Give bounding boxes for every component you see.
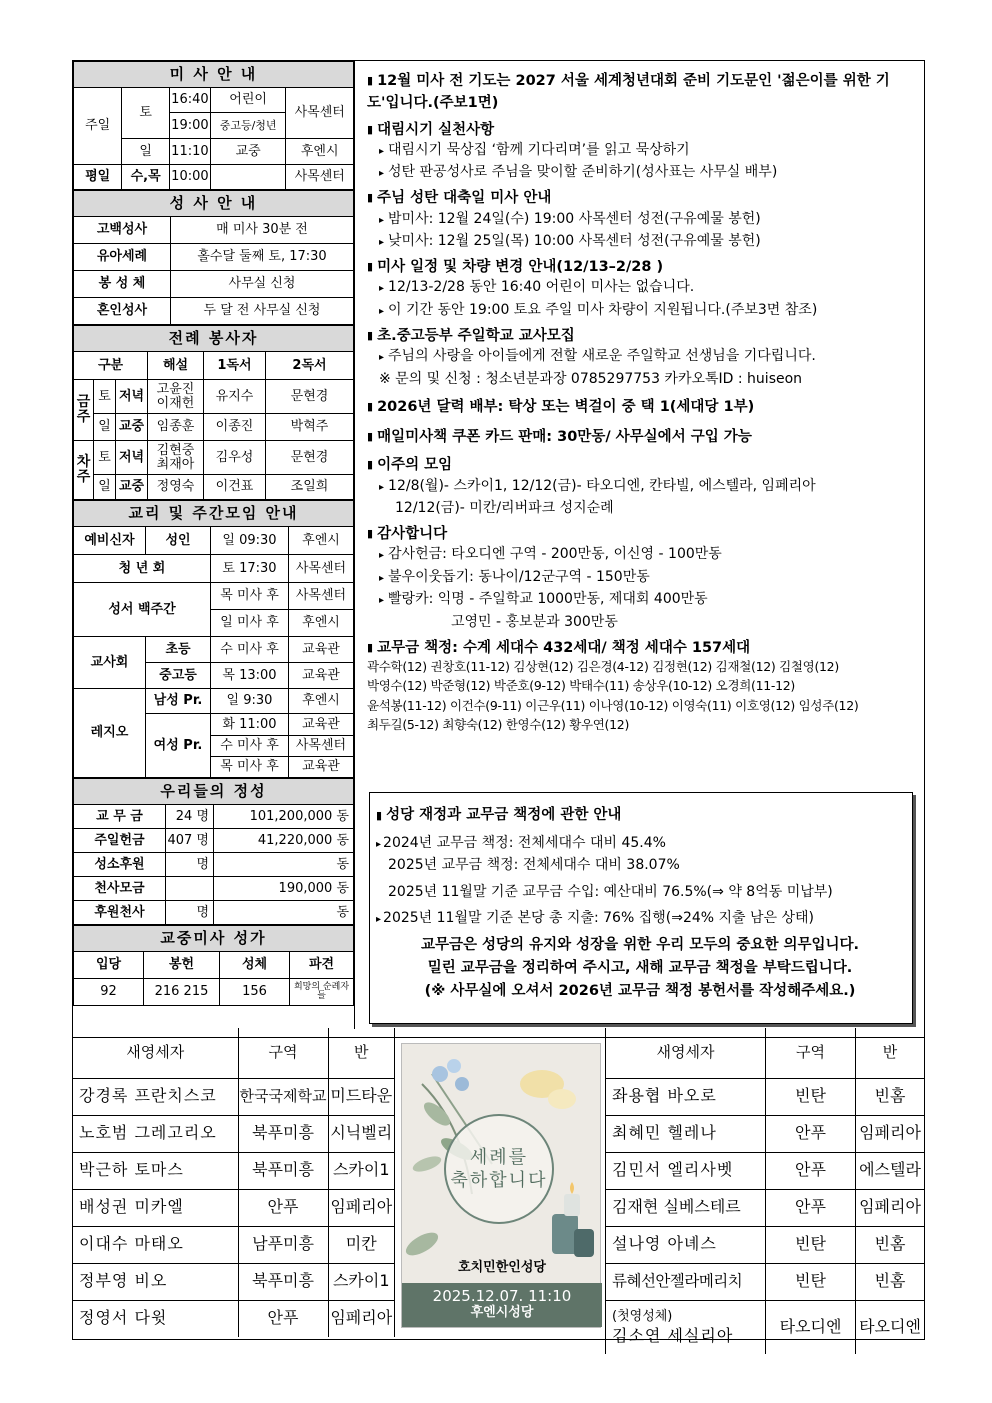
baptized-area: 빈탄	[766, 1263, 856, 1300]
liturgy-day: 일	[94, 414, 116, 441]
notice-item: ▸ 12/8(월)- 스카이1, 12/12(금)- 타오디엔, 칸타빌, 에스텔라, 임페리아	[367, 475, 920, 497]
sacrament-label: 봉 성 체	[74, 271, 171, 298]
notice-title: ▮ 주님 성탄 대축일 미사 안내	[367, 189, 920, 207]
teachers-label: 교사회	[74, 637, 146, 689]
baptized-class: 빈홈	[856, 1263, 925, 1300]
doctrine-title: 교리 및 주간모임 안내	[74, 501, 354, 527]
baptized-class: 스카이1	[328, 1152, 395, 1189]
notice-item: ▸ 낮미사: 12월 25일(목) 10:00 사목센터 성전(구유예물 봉헌)	[367, 230, 920, 252]
legio-place: 교육관	[289, 714, 354, 736]
mass-target: 어린이	[210, 88, 286, 113]
baptized-area: 빈탄	[766, 1078, 856, 1115]
hymn-value: 92	[74, 979, 144, 1006]
baptized-header: 새영세자	[73, 1028, 238, 1078]
notice-title: ▮ 2026년 달력 배부: 탁상 또는 벽걸이 중 택 1(세대당 1부)	[367, 398, 920, 416]
offering-amount: 101,200,000 동	[214, 805, 354, 829]
legio-place: 후엔시	[289, 689, 354, 714]
baptized-name: 노호범 그레고리오	[73, 1115, 238, 1152]
finance-closing: 밀린 교무금을 정리하여 주시고, 새해 교무금 책정을 부탁드립니다.	[427, 959, 853, 976]
notice-item: ▸ 밤미사: 12월 24일(수) 19:00 사목센터 성전(구유예물 봉헌)	[367, 208, 920, 230]
mass-day: 수,목	[122, 165, 170, 190]
notice-item: ▸ 성탄 판공성사로 주님을 맞이할 준비하기(성사표는 사무실 배부)	[367, 161, 920, 183]
baptism-congrats-card	[401, 1043, 601, 1328]
mass-day: 토	[122, 88, 170, 139]
baptized-area: 북푸미흥	[238, 1152, 328, 1189]
liturgy-reader1: 유지수	[204, 380, 266, 414]
baptized-area: 빈탄	[766, 1226, 856, 1263]
bible-place: 후엔시	[289, 610, 354, 637]
sacrament-value: 홀수달 둘째 토, 17:30	[171, 244, 354, 271]
offering-label: 성소후원	[74, 853, 166, 877]
baptized-class: 빈홈	[856, 1078, 925, 1115]
notice-title: ▮ 매일미사책 쿠폰 카드 판매: 30만동/ 사무실에서 구입 가능	[367, 428, 920, 446]
baptized-area: 안푸	[766, 1115, 856, 1152]
hymn-header: 봉헌	[144, 952, 220, 979]
mass-day: 일	[122, 139, 170, 165]
mass-time: 19:00	[169, 113, 210, 139]
offering-count: 명	[166, 853, 214, 877]
mass-place: 후엔시	[286, 139, 354, 165]
notices-column	[357, 61, 924, 735]
offering-count	[166, 877, 214, 901]
baptized-name: 류혜선안젤라메리치	[606, 1263, 766, 1300]
liturgy-reader2: 문현경	[266, 380, 354, 414]
teachers-place: 교육관	[289, 637, 354, 663]
notice-item: ▸ 감사헌금: 타오디엔 구역 - 200만동, 이신영 - 100만동	[367, 543, 920, 565]
youth-label: 청 년 회	[74, 555, 211, 583]
finance-notice-box	[369, 792, 913, 1024]
offering-count: 명	[166, 901, 214, 925]
offering-count: 407 명	[166, 829, 214, 853]
first-communion-cell	[606, 1300, 766, 1354]
liturgy-commentator: 김현중 최재아	[148, 441, 204, 475]
baptized-class: 임페리아	[856, 1115, 925, 1152]
legio-time: 일 9:30	[211, 689, 289, 714]
card-place: 후엔시성당	[470, 1304, 534, 1320]
offering-amount: 동	[214, 853, 354, 877]
baptized-class: 시닉벨리	[328, 1115, 395, 1152]
finance-line: ▸ 2025년 11월말 기준 본당 총 지출: 76% 집행(⇒24% 지출 남은 상태)	[376, 907, 904, 929]
card-date: 2025.12.07. 11:10	[432, 1287, 572, 1305]
new-baptized-table-left	[73, 1028, 395, 1337]
bulletin-page	[72, 60, 925, 1038]
baptized-header: 새영세자	[606, 1028, 766, 1078]
liturgy-header: 해설	[148, 352, 204, 380]
legio-label: 레지오	[74, 689, 146, 778]
mass-title: 미 사 안 내	[74, 62, 354, 88]
congrats-badge	[444, 1114, 554, 1224]
teachers-sub: 초등	[146, 637, 211, 663]
legio-time: 수 미사 후	[211, 736, 289, 757]
finance-title: ▮ 성당 재정과 교무금 책정에 관한 안내	[376, 803, 904, 824]
baptized-name: 정부영 비오	[73, 1263, 238, 1300]
bible-label: 성서 백주간	[74, 583, 211, 637]
baptized-name: 좌용협 바오로	[606, 1078, 766, 1115]
liturgy-mass: 교중	[116, 475, 148, 500]
finance-line: 2025년 교무금 책정: 전체세대수 대비 38.07%	[388, 857, 680, 874]
finance-line: ▸ 2024년 교무금 책정: 전체세대수 대비 45.4%	[376, 832, 904, 854]
mass-group-weekday: 평일	[74, 165, 122, 190]
baptized-name: 강경록 프란치스코	[73, 1078, 238, 1115]
liturgy-commentator: 정영숙	[148, 475, 204, 500]
notice-title: ▮ 대림시기 실천사항	[367, 121, 920, 139]
mass-group-sunday: 주일	[74, 88, 122, 165]
sacrament-table	[73, 190, 354, 325]
legio-sub: 남성 Pr.	[146, 689, 211, 714]
donor-line: 박영수(12) 박준형(12) 박준호(9-12) 박태수(11) 송상우(10-12) 오경희(11-12)	[367, 678, 795, 694]
offering-label: 천사모금	[74, 877, 166, 901]
liturgy-header: 구분	[74, 352, 148, 380]
notice-title: ▮ 이주의 모임	[367, 456, 920, 474]
baptized-name: 김소연 세실리아	[612, 1326, 734, 1346]
liturgy-title: 전례 봉사자	[74, 326, 354, 352]
notice-title: ▮ 초.중고등부 주일학교 교사모집	[367, 327, 920, 345]
notice-title: ▮ 교무금 책정: 수계 세대수 432세대/ 책정 세대수 157세대	[367, 639, 920, 657]
legio-time: 화 11:00	[211, 714, 289, 736]
hymn-header: 입당	[74, 952, 144, 979]
mass-schedule-table	[73, 61, 354, 190]
hymn-title: 교중미사 성가	[74, 926, 354, 952]
notice-title: ▮ 미사 일정 및 차량 변경 안내(12/13–2/28 )	[367, 258, 920, 276]
baptism-section	[72, 1028, 925, 1346]
notice-item: ▸ 이 기간 동안 19:00 토요 주일 미사 차량이 지원됩니다.(주보3면 참조)	[367, 299, 920, 321]
baptized-area: 안푸	[766, 1189, 856, 1226]
hymn-header: 성체	[220, 952, 290, 979]
donor-line: 곽수학(12) 권창호(11-12) 김상현(12) 김은경(4-12) 김정현(12) 김재철(12) 김철영(12)	[367, 659, 839, 675]
mass-time: 10:00	[169, 165, 210, 190]
finance-line: 2025년 11월말 기준 교무금 수입: 예산대비 76.5%(⇒ 약 8억동 미납부)	[388, 883, 833, 900]
hymn-value: 156	[220, 979, 290, 1006]
baptized-name: 설나영 아녜스	[606, 1226, 766, 1263]
sacrament-label: 혼인성사	[74, 298, 171, 325]
liturgy-day: 일	[94, 475, 116, 500]
donor-line: 최두길(5-12) 최향숙(12) 한영수(12) 황우연(12)	[367, 717, 630, 733]
catechumen-place: 후엔시	[289, 527, 354, 555]
baptized-area: 안푸	[238, 1189, 328, 1226]
sacrament-label: 고백성사	[74, 217, 171, 244]
baptized-area: 타오디엔	[766, 1300, 856, 1354]
notice-item: ▸ 대림시기 묵상집 ‘함께 기다리며’를 읽고 묵상하기	[367, 139, 920, 161]
liturgy-commentator: 임종훈	[148, 414, 204, 441]
liturgy-reader1: 김우성	[204, 441, 266, 475]
notice-extra: 12/12(금)- 미칸/리버파크 성지순례	[395, 499, 614, 516]
catechumen-sub: 성인	[146, 527, 211, 555]
notice-item: ▸ 빨랑카: 익명 - 주일학교 1000만동, 제대회 400만동	[367, 588, 920, 610]
legio-sub: 여성 Pr.	[146, 714, 211, 778]
mass-place: 사목센터	[286, 165, 354, 190]
teachers-place: 교육관	[289, 663, 354, 689]
baptized-name: 정영서 다윗	[73, 1300, 238, 1337]
baptized-name: 김민서 엘리사벳	[606, 1152, 766, 1189]
baptized-class: 미칸	[328, 1226, 395, 1263]
finance-closing: (※ 사무실에 오셔서 2026년 교무금 책정 봉헌서를 작성해주세요.)	[424, 982, 856, 999]
left-column	[73, 61, 355, 1029]
next-week-label: 차주	[74, 441, 94, 500]
notice-item: ▸ 불우이웃돕기: 동나이/12군구역 - 150만동	[367, 566, 920, 588]
baptized-area: 안푸	[766, 1152, 856, 1189]
liturgy-table	[73, 325, 354, 500]
baptized-name: 배성권 미카엘	[73, 1189, 238, 1226]
teachers-sub: 중고등	[146, 663, 211, 689]
offering-label: 주일헌금	[74, 829, 166, 853]
mass-target: 교중	[210, 139, 286, 165]
liturgy-commentator: 고윤진 이재헌	[148, 380, 204, 414]
offering-label: 후원천사	[74, 901, 166, 925]
liturgy-reader2: 박혁주	[266, 414, 354, 441]
offering-table	[73, 778, 354, 925]
baptized-class: 임페리아	[328, 1300, 395, 1337]
baptized-area: 남푸미흥	[238, 1226, 328, 1263]
offering-amount: 41,220,000 동	[214, 829, 354, 853]
notice-title: ▮ 12월 미사 전 기도는 2027 서울 세계청년대회 준비 기도문인 '젊은이를 위한 기도'입니다.(주보1면)	[367, 71, 920, 115]
baptized-name: 김재현 실베스테르	[606, 1189, 766, 1226]
baptized-class: 미드타운	[328, 1078, 395, 1115]
baptized-area: 북푸미흥	[238, 1263, 328, 1300]
bible-time: 목 미사 후	[211, 583, 289, 610]
baptized-name: 박근하 토마스	[73, 1152, 238, 1189]
liturgy-reader2: 조일희	[266, 475, 354, 500]
liturgy-day: 토	[94, 380, 116, 414]
congrats-line2: 축하합니다	[450, 1170, 548, 1191]
notice-extra: ※ 문의 및 신청 : 청소년분과장 0785297753 카카오톡ID : huiseon	[379, 370, 803, 387]
liturgy-reader2: 문현경	[266, 441, 354, 475]
hymn-value: 희망의 순례자들	[290, 979, 354, 1006]
baptized-class: 임페리아	[856, 1189, 925, 1226]
liturgy-mass: 저녁	[116, 380, 148, 414]
mass-place: 사목센터	[286, 88, 354, 139]
mass-target: 중고등/청년	[210, 113, 286, 139]
offering-label: 교 무 금	[74, 805, 166, 829]
liturgy-day: 토	[94, 441, 116, 475]
sacrament-value: 사무실 신청	[171, 271, 354, 298]
sacrament-title: 성 사 안 내	[74, 191, 354, 217]
baptized-header: 구역	[238, 1028, 328, 1078]
hymn-value: 216 215	[144, 979, 220, 1006]
liturgy-mass: 교중	[116, 414, 148, 441]
card-footer	[402, 1283, 602, 1327]
new-baptized-table-right	[605, 1028, 924, 1354]
bible-place: 사목센터	[289, 583, 354, 610]
legio-place: 교육관	[289, 757, 354, 778]
legio-place: 사목센터	[289, 736, 354, 757]
parish-name: 호치민한인성당	[458, 1260, 546, 1275]
baptized-area: 안푸	[238, 1300, 328, 1337]
baptized-class: 빈홈	[856, 1226, 925, 1263]
baptized-class: 에스텔라	[856, 1152, 925, 1189]
mass-time: 16:40	[169, 88, 210, 113]
baptized-class: 임페리아	[328, 1189, 395, 1226]
offering-count: 24 명	[166, 805, 214, 829]
donor-line: 윤석봉(11-12) 이건수(9-11) 이근우(11) 이나영(10-12) 이영숙(11) 이호영(12) 임성주(12)	[367, 697, 859, 713]
first-communion-note: (첫영성체)	[612, 1308, 673, 1324]
liturgy-reader1: 이건표	[204, 475, 266, 500]
bible-time: 일 미사 후	[211, 610, 289, 637]
baptized-header: 구역	[766, 1028, 856, 1078]
liturgy-header: 1독서	[204, 352, 266, 380]
baptized-name: 이대수 마태오	[73, 1226, 238, 1263]
sacrament-value: 매 미사 30분 전	[171, 217, 354, 244]
offering-title: 우리들의 정성	[74, 779, 354, 805]
offering-amount: 동	[214, 901, 354, 925]
liturgy-reader1: 이종진	[204, 414, 266, 441]
baptized-class: 스카이1	[328, 1263, 395, 1300]
offering-amount: 190,000 동	[214, 877, 354, 901]
baptized-header: 반	[856, 1028, 925, 1078]
sacrament-value: 두 달 전 사무실 신청	[171, 298, 354, 325]
notice-item: ▸ 주님의 사랑을 아이들에게 전할 새로운 주일학교 선생님을 기다립니다.	[367, 345, 920, 367]
youth-place: 사목센터	[289, 555, 354, 583]
liturgy-mass: 저녁	[116, 441, 148, 475]
finance-closing: 교무금은 성당의 유지와 성장을 위한 우리 모두의 중요한 의무입니다.	[420, 936, 860, 953]
doctrine-table	[73, 500, 354, 778]
youth-time: 토 17:30	[211, 555, 289, 583]
notice-extra: 고영민 - 홍보분과 300만동	[451, 613, 618, 630]
notice-title: ▮ 감사합니다	[367, 525, 920, 543]
hymn-table	[73, 925, 354, 1006]
teachers-time: 수 미사 후	[211, 637, 289, 663]
liturgy-header: 2독서	[266, 352, 354, 380]
this-week-label: 금주	[74, 380, 94, 441]
congrats-line1: 세례를	[469, 1146, 529, 1168]
notice-item: ▸ 12/13-2/28 동안 16:40 어린이 미사는 없습니다.	[367, 276, 920, 298]
baptized-header: 반	[328, 1028, 395, 1078]
mass-target	[210, 165, 286, 190]
catechumen-time: 일 09:30	[211, 527, 289, 555]
teachers-time: 목 13:00	[211, 663, 289, 689]
baptized-name: 최혜민 헬레나	[606, 1115, 766, 1152]
sacrament-label: 유아세례	[74, 244, 171, 271]
hymn-header: 파견	[290, 952, 354, 979]
legio-time: 목 미사 후	[211, 757, 289, 778]
catechumen-label: 예비신자	[74, 527, 146, 555]
baptized-area: 한국국제학교	[238, 1078, 328, 1115]
mass-time: 11:10	[169, 139, 210, 165]
baptized-class: 타오디엔	[856, 1300, 925, 1354]
baptized-area: 북푸미흥	[238, 1115, 328, 1152]
